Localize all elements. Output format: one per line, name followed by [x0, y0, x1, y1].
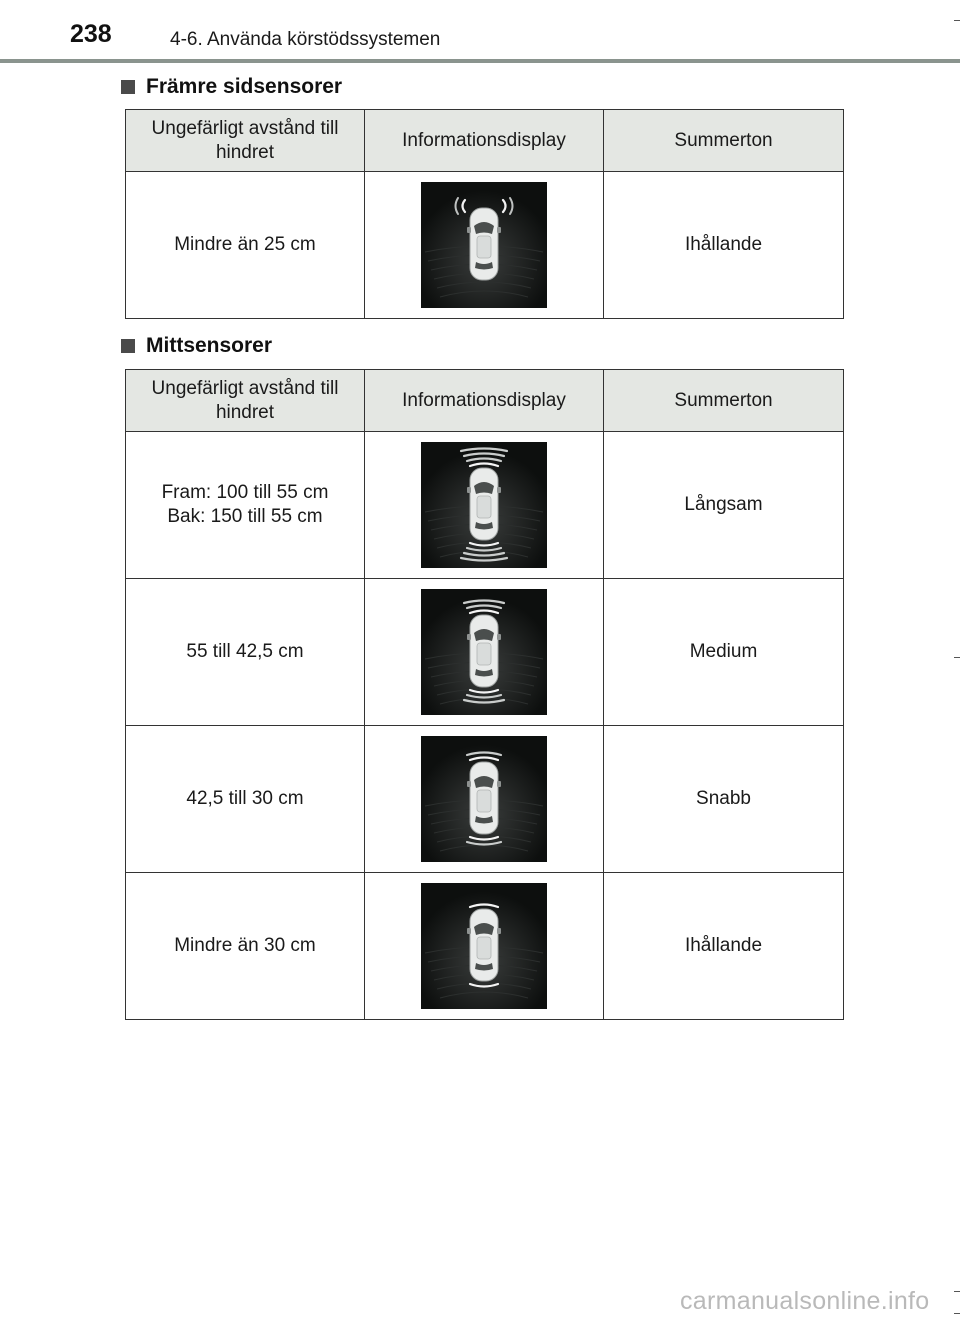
distance-cell [126, 873, 365, 1020]
distance-cell [126, 172, 365, 319]
distance-cell [126, 726, 365, 873]
distance-cell [126, 579, 365, 726]
buzzer-text: Medium [689, 641, 758, 662]
chapter-title: 4-6. Använda körstödssystemen [170, 29, 441, 50]
distance-text: 55 till 42,5 cm [186, 641, 304, 662]
crop-mark [954, 20, 960, 21]
buzzer-text: Långsam [684, 494, 763, 515]
table-row [126, 172, 844, 319]
table-header-row [126, 110, 844, 172]
display-image [375, 442, 593, 568]
display-cell [365, 432, 604, 579]
center-sensor-table [125, 369, 844, 1020]
car-top-view-icon [467, 208, 501, 280]
distance-text: 42,5 till 30 cm [186, 788, 304, 809]
sensor-display-graphic [421, 589, 547, 715]
watermark: carmanualsonline.info [680, 1287, 930, 1315]
table-row [126, 726, 844, 873]
header-display: Informationsdisplay [365, 370, 604, 432]
display-cell [365, 579, 604, 726]
front-side-sensor-table [125, 109, 844, 319]
header-distance: Ungefärligt avstånd till hindret [126, 110, 365, 172]
distance-cell [126, 432, 365, 579]
bullet-square-icon [121, 80, 135, 94]
display-cell [365, 172, 604, 319]
header-display: Informationsdisplay [365, 110, 604, 172]
distance-text: Bak: 150 till 55 cm [167, 506, 323, 527]
buzzer-cell [604, 873, 844, 1020]
table-row [126, 579, 844, 726]
car-top-view-icon [467, 762, 501, 834]
buzzer-text: Snabb [696, 788, 751, 809]
buzzer-cell [604, 579, 844, 726]
header-rule [0, 59, 960, 63]
buzzer-cell [604, 432, 844, 579]
table-header-row [126, 370, 844, 432]
car-top-view-icon [467, 468, 501, 540]
table-row [126, 432, 844, 579]
section-heading-center [121, 334, 272, 358]
display-image [375, 736, 593, 862]
page-number: 238 [70, 20, 112, 48]
buzzer-text: Ihållande [684, 234, 763, 255]
section-heading-front-side [121, 75, 342, 99]
section-heading-text: Mittsensorer [146, 334, 273, 357]
buzzer-cell [604, 172, 844, 319]
header-distance: Ungefärligt avstånd till hindret [126, 370, 365, 432]
distance-text: Fram: 100 till 55 cm [161, 482, 329, 503]
header-buzzer: Summerton [604, 370, 844, 432]
crop-mark [954, 657, 960, 658]
sensor-display-graphic [421, 883, 547, 1009]
display-image [375, 589, 593, 715]
header-buzzer: Summerton [604, 110, 844, 172]
crop-mark [954, 1291, 960, 1292]
sensor-display-graphic [421, 442, 547, 568]
sensor-display-graphic [421, 736, 547, 862]
display-image [375, 883, 593, 1009]
display-cell [365, 873, 604, 1020]
section-heading-text: Främre sidsensorer [146, 75, 343, 98]
crop-mark [954, 1313, 960, 1314]
sensor-display-graphic [421, 182, 547, 308]
table-row [126, 873, 844, 1020]
bullet-square-icon [121, 339, 135, 353]
distance-text: Mindre än 30 cm [174, 935, 316, 956]
car-top-view-icon [467, 615, 501, 687]
buzzer-cell [604, 726, 844, 873]
distance-text: Mindre än 25 cm [174, 234, 316, 255]
display-cell [365, 726, 604, 873]
display-image [375, 182, 593, 308]
car-top-view-icon [467, 909, 501, 981]
buzzer-text: Ihållande [684, 935, 763, 956]
